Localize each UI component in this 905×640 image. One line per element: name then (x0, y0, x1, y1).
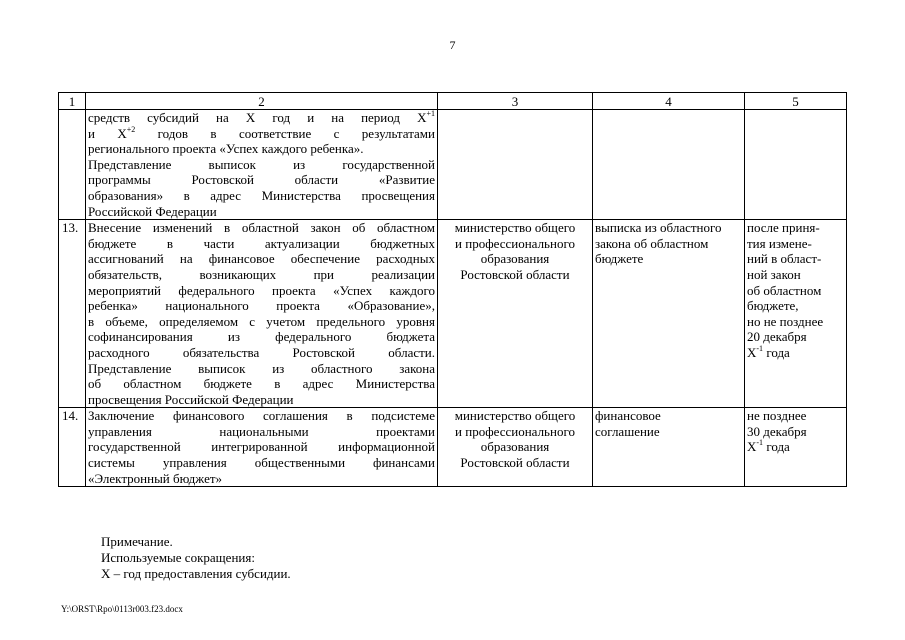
text-line: но не позднее (747, 313, 824, 329)
text-line: Российской Федерации (88, 203, 217, 219)
text-line: мероприятий федерального проекта «Успех каждого (88, 282, 435, 298)
text-line: образования» в адрес Министерства просвещения (88, 187, 435, 203)
text-line: системы управления общественными финансами (88, 455, 435, 471)
note-title: Примечание. (101, 534, 173, 549)
text-line: Ростовской области (460, 455, 570, 471)
text-fragment: средств субсидий на X год и на период X (88, 110, 427, 125)
text-line: не позднее (747, 408, 807, 424)
text-line: «Электронный бюджет» (88, 470, 223, 486)
measures-table (58, 92, 847, 487)
deadline-cell (745, 110, 847, 220)
text-line: 30 декабря (747, 423, 807, 439)
page-number: 7 (449, 38, 456, 52)
measure-description-cell (86, 220, 438, 408)
text-line: финансовое (595, 408, 661, 424)
text-line: после приня- (747, 220, 820, 236)
text-line: образования (480, 251, 550, 267)
text-line: ной закон (747, 266, 801, 282)
text-line: образования (480, 439, 550, 455)
text-line: Представление выписок из государственной (88, 156, 435, 172)
text-line: министерство общего (454, 408, 576, 424)
header-cell-2: 2 (86, 93, 438, 110)
note-block (101, 534, 291, 582)
text-line: 20 декабря (747, 329, 807, 345)
table-row (59, 110, 847, 220)
row-number-cell: 14. (59, 408, 86, 487)
text-line: регионального проекта «Успех каждого ребенка». (88, 141, 364, 157)
abbreviation-definition: X – год предоставления субсидии. (101, 566, 291, 581)
text-line: софинансирования из федерального бюджета (88, 329, 435, 345)
text-line (747, 439, 844, 455)
text-line (747, 345, 844, 361)
text-line: в объеме, определяемом с учетом предельного уровня (88, 313, 435, 329)
file-path-footer: Y:\ORST\Rpo\0113r003.f23.docx (61, 604, 183, 614)
superscript: +2 (126, 124, 136, 134)
deadline-cell (745, 220, 847, 408)
text-fragment: года (763, 344, 790, 360)
superscript: +1 (426, 109, 435, 118)
header-cell-5: 5 (745, 93, 847, 110)
text-line: тия измене- (747, 235, 812, 251)
text-line: обязательств, возникающих при реализации (88, 266, 435, 282)
row-number-cell: 13. (59, 220, 86, 408)
text-line: расходного обязательства Ростовской области. (88, 344, 435, 360)
text-line: об областном бюджете в адрес Министерства (88, 376, 435, 392)
text-line: программы Ростовской области «Развитие (88, 172, 435, 188)
table-row (59, 408, 847, 487)
text-fragment: годов в соответствие с результатами (135, 125, 435, 141)
text-line: бюджете в части актуализации бюджетных (88, 235, 435, 251)
text-fragment: года (763, 439, 790, 455)
text-line: ассигнований на финансовое обеспечение расходных (88, 251, 435, 267)
document-cell (593, 220, 745, 408)
text-line: Заключение финансового соглашения в подсистеме (88, 408, 435, 424)
text-line: бюджете, (747, 298, 799, 314)
text-line: министерство общего (454, 220, 576, 236)
text-line: ребенка» национального проекта «Образование», (88, 298, 435, 314)
text-line: просвещения Российской Федерации (88, 391, 294, 407)
text-line: государственной интегрированной информационной (88, 439, 435, 455)
document-cell (593, 408, 745, 487)
table-header-row (59, 93, 847, 110)
text-line: Представление выписок из областного закона (88, 360, 435, 376)
text-fragment: X (747, 439, 757, 455)
header-cell-3: 3 (438, 93, 593, 110)
text-line: Внесение изменений в областной закон об областном (88, 220, 435, 236)
header-cell-4: 4 (593, 93, 745, 110)
text-line (88, 126, 435, 142)
text-fragment: X (747, 344, 757, 360)
row-number-cell (59, 110, 86, 220)
measure-description-cell (86, 110, 438, 220)
text-line: соглашение (595, 423, 660, 439)
responsible-cell (438, 110, 593, 220)
superscript: -1 (756, 438, 764, 448)
text-line: закона об областном (595, 235, 709, 251)
header-cell-1: 1 (59, 93, 86, 110)
responsible-cell (438, 220, 593, 408)
text-line: выписка из областного (595, 220, 722, 236)
text-line: об областном (747, 282, 822, 298)
measure-description-cell (86, 408, 438, 487)
text-line (88, 110, 435, 126)
text-line: и профессионального (455, 235, 575, 251)
text-line: управления национальными проектами (88, 423, 435, 439)
text-line: и профессионального (455, 423, 575, 439)
text-line: Ростовской области (460, 266, 570, 282)
responsible-cell (438, 408, 593, 487)
text-fragment: и X (88, 125, 127, 141)
deadline-cell (745, 408, 847, 487)
table-row (59, 220, 847, 408)
document-cell (593, 110, 745, 220)
text-line: ний в област- (747, 251, 822, 267)
superscript: -1 (756, 343, 764, 353)
text-line: бюджете (595, 251, 644, 267)
abbreviations-heading: Используемые сокращения: (101, 550, 255, 565)
